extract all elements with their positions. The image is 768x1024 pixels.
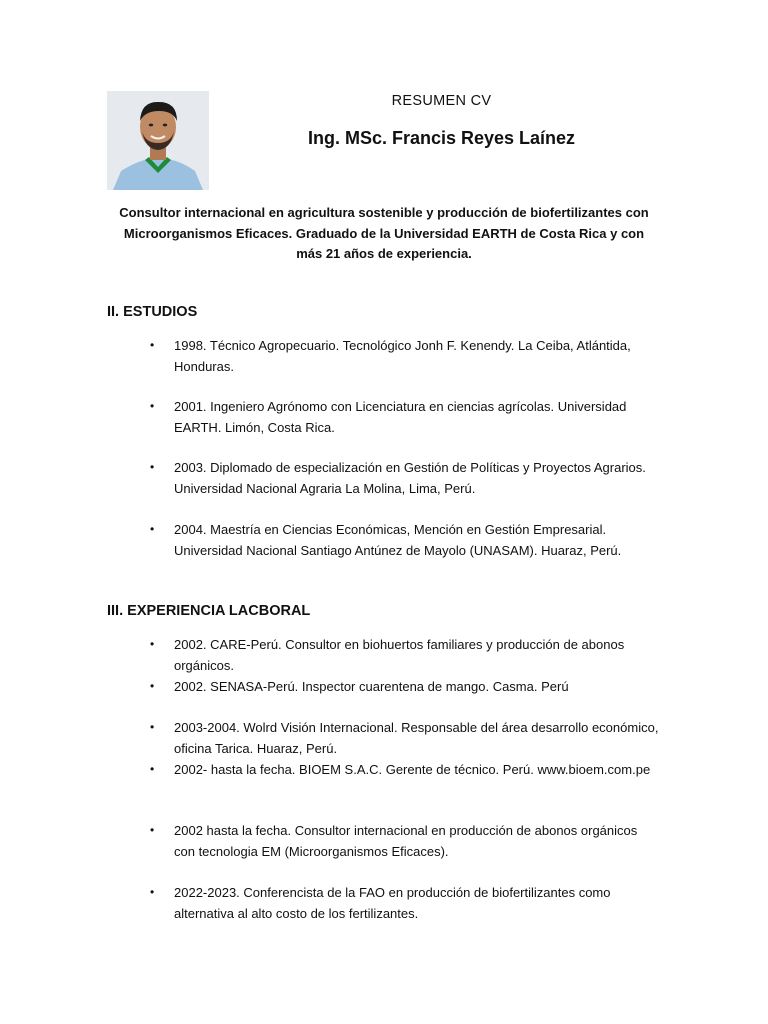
studies-heading: II. ESTUDIOS [107,304,198,320]
list-item-text: 2002- hasta la fecha. BIOEM S.A.C. Gerente de técnico. Perú. www.bioem.com.pe [174,762,651,777]
list-item-text: 2002. SENASA-Perú. Inspector cuarentena de mango. Casma. Perú [174,679,569,694]
list-item-text: 2004. Maestría en Ciencias Económicas, Mención en Gestión Empresarial. Universidad Nacional Santiago Antúnez de Mayolo (UNASAM). Huaraz, Perú. [174,522,622,558]
list-item-text: 2002. CARE-Perú. Consultor en biohuertos familiares y producción de abonos orgánicos. [174,637,625,673]
bullet: • [150,338,155,352]
list-item-text: 2002 hasta la fecha. Consultor internacional en producción de abonos orgánicos con tecnologia EM (Microorganismos Eficaces). [174,823,638,859]
experience-heading: III. EXPERIENCIA LACBORAL [107,603,311,619]
list-item-text: 2022-2023. Conferencista de la FAO en producción de biofertilizantes como alternativa al alto costo de los fertilizantes. [174,885,611,921]
profile-summary: Consultor internacional en agricultura sostenible y producción de biofertilizantes con Microorganismos Eficaces. Graduado de la Universidad EARTH de Costa Rica y con más 21 años de experiencia. [119,205,649,261]
bullet: • [150,762,155,776]
bullet: • [150,637,155,651]
document-label: RESUMEN CV [391,93,492,109]
list-item-text: 2003. Diplomado de especialización en Gestión de Políticas y Proyectos Agrarios. Universidad Nacional Agraria La Molina, Lima, Perú. [174,460,646,496]
list-item-text: 2001. Ingeniero Agrónomo con Licenciatura en ciencias agrícolas. Universidad EARTH. Limón, Costa Rica. [174,399,627,435]
list-item-text: 1998. Técnico Agropecuario. Tecnológico Jonh F. Kenendy. La Ceiba, Atlántida, Honduras. [174,338,631,374]
bullet: • [150,720,155,734]
bullet: • [150,823,155,837]
bullet: • [150,522,155,536]
bullet: • [150,460,155,474]
bullet: • [150,885,155,899]
list-item-text: 2003-2004. Wolrd Visión Internacional. Responsable del área desarrollo económico, oficina Tarica. Huaraz, Perú. [174,720,659,756]
person-name: Ing. MSc. Francis Reyes Laínez [307,128,576,148]
bullet: • [150,399,155,413]
bullet: • [150,679,155,693]
